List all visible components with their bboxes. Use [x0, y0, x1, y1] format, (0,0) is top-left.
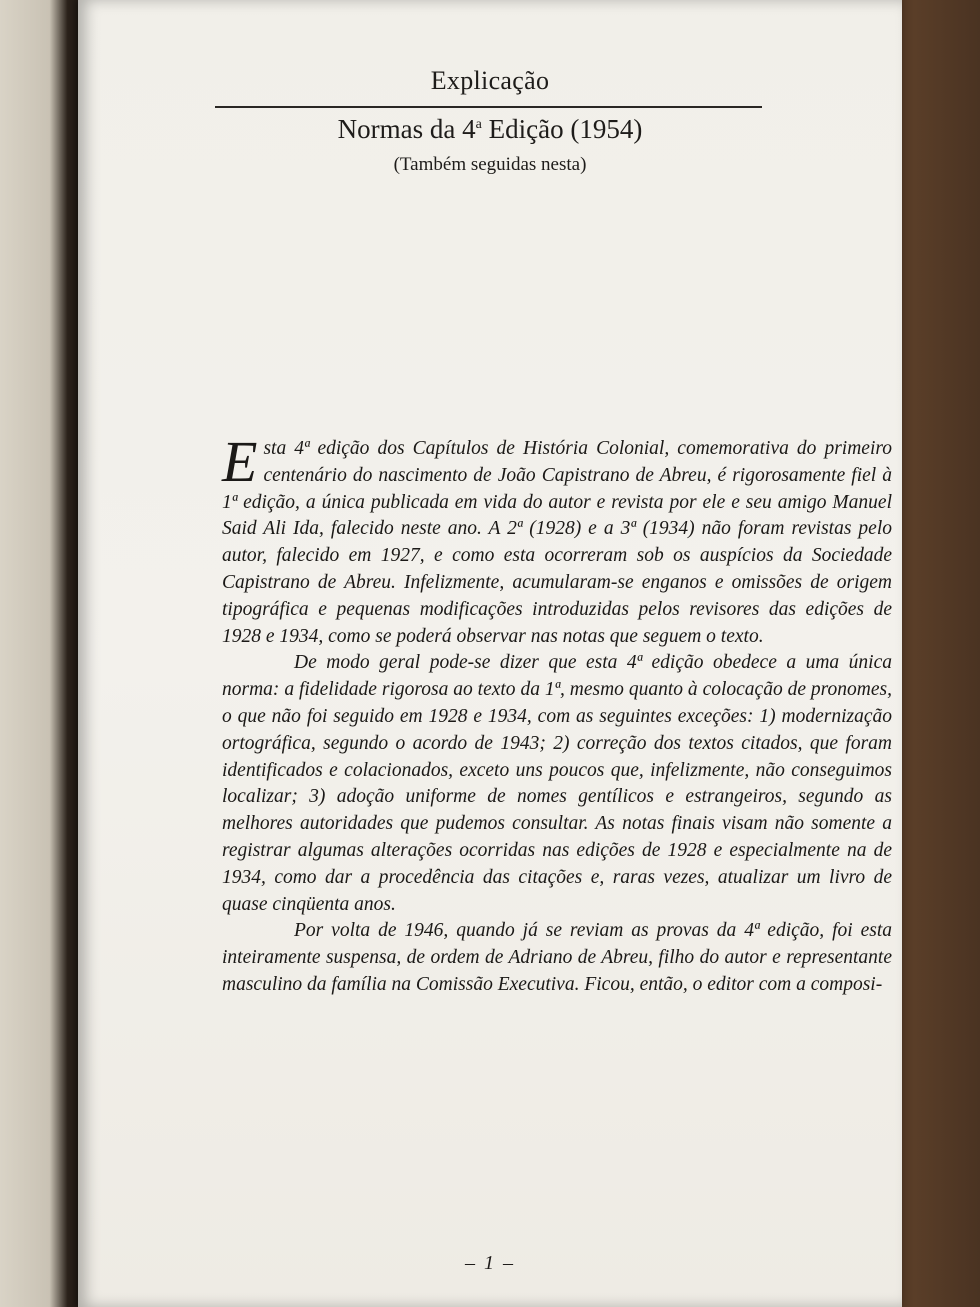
- section-title-main: Normas da 4: [337, 114, 476, 144]
- section-title: [78, 114, 902, 145]
- section-title-superscript: a: [475, 117, 482, 132]
- section-title-rest: Edição (1954): [481, 114, 643, 144]
- body-text: [222, 429, 892, 999]
- page-heading: Explicação: [430, 66, 550, 95]
- paragraph-2: De modo geral pode-se dizer que esta 4ª edição obedece a uma única norma: a fidelidade rigorosa ao texto da 1ª, mesmo quanto à colocação de pronomes, o que não foi seguido em 1928 e 1934, com as seguintes exceções: 1) modernização ortográfica, segundo o acordo de 1943; 2) correção dos textos citados, que foram identificados e colacionados, exceto uns poucos que, infelizmente, não conseguimos localizar; 3) adoção uniforme de nomes gentílicos e estrangeiros, segundo as melhores autoridades que pudemos consultar. As notas finais visam não somente a registrar algumas alterações ocorridas nas edições de 1928 e especialmente na de 1934, como dar a procedência das citações e, raras vezes, atualizar um livro de quase cinqüenta anos.: [222, 652, 892, 915]
- book-page: [78, 0, 902, 1307]
- paragraph-1: [222, 429, 892, 650]
- paragraph-1-text: sta 4ª edição dos Capítulos de História Colonial, comemorativa do primeiro centenário do nascimento de João Capistrano de Abreu, é rigorosamente fiel à 1ª edição, a única publicada em vida do autor e revista por ele e seu amigo Manuel Said Ali Ida, falecido neste ano. A 2ª (1928) e a 3ª (1934) não foram revistas pelo autor, falecido em 1927, e como esta ocorreram sob os auspícios da Sociedade Capistrano de Abreu. Infelizmente, acumularam-se enganos e omissões de origem tipográfica e pequenas modificações introduzidas pelos revisores das edições de 1928 e 1934, como se poderá observar nas notas que seguem o texto.: [222, 438, 892, 647]
- page-number: – 1 –: [465, 1252, 515, 1274]
- section-note: (Também seguidas nesta): [393, 154, 587, 175]
- drop-cap: E: [222, 429, 258, 494]
- background-left-edge: [0, 0, 90, 1307]
- heading-rule: [215, 106, 762, 108]
- paragraph-3: Por volta de 1946, quando já se reviam as provas da 4ª edição, foi esta inteiramente suspensa, de ordem de Adriano de Abreu, filho do autor e representante masculino da família na Comissão Executiva. Ficou, então, o editor com a composi-: [222, 920, 892, 995]
